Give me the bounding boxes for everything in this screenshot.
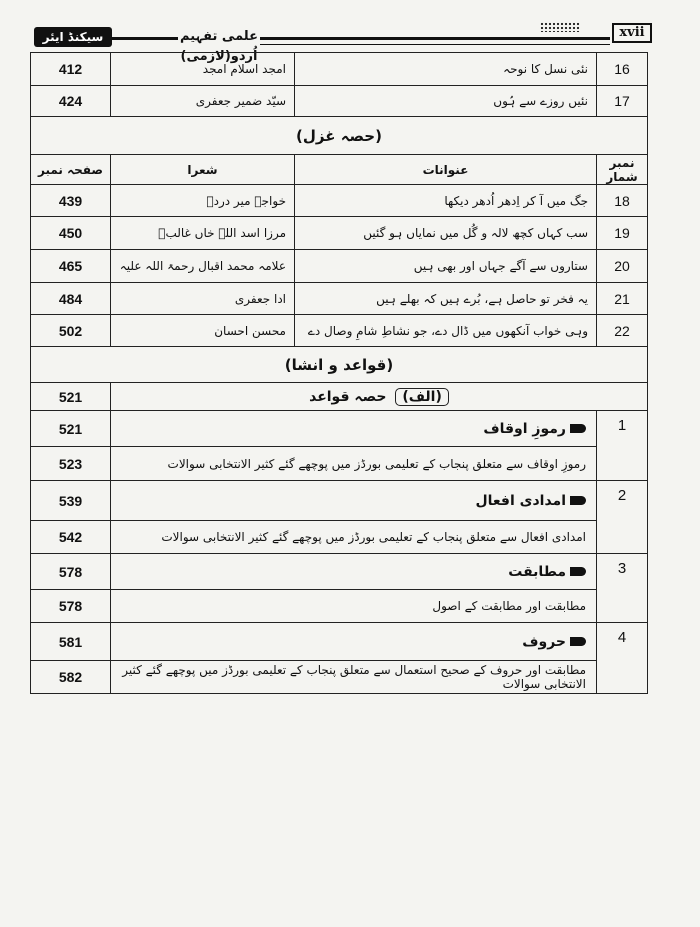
- poet-cell: سیّد ضمیر جعفری: [111, 86, 295, 117]
- number-cell: 1: [597, 411, 648, 481]
- poet-cell: محسن احسان: [111, 315, 295, 347]
- subheading-text: حصہ قواعد: [309, 388, 387, 405]
- page-cell: 578: [31, 554, 111, 590]
- table-row: [31, 447, 648, 481]
- page-cell: 465: [31, 250, 111, 283]
- table-row: [31, 53, 648, 86]
- number-cell: 18: [597, 185, 648, 217]
- header-rule-thin: [260, 44, 610, 45]
- page-cell: 439: [31, 185, 111, 217]
- qawaid-subheading: [111, 383, 648, 411]
- number-cell: 4: [597, 623, 648, 694]
- table-row: [31, 590, 648, 623]
- book-title: علمی تفہیم اُردو(لازمی): [180, 29, 258, 64]
- subtopic-cell: مطابقت اور مطابقت کے اصول: [111, 590, 597, 623]
- page-header: [0, 0, 700, 64]
- col-header-page: صفحہ نمبر: [31, 155, 111, 185]
- page-cell: 424: [31, 86, 111, 117]
- page-cell: 542: [31, 521, 111, 554]
- number-cell: 20: [597, 250, 648, 283]
- title-cell: ستاروں سے آگے جہاں اور بھی ہیں: [295, 250, 597, 283]
- table-row: [31, 481, 648, 521]
- table-row: [31, 283, 648, 315]
- title-cell: وہی خواب آنکھوں میں ڈال دے، جو نشاطِ شامِ وصال دے: [295, 315, 597, 347]
- topic-text: رموزِ اوقاف: [483, 420, 566, 437]
- number-cell: 21: [597, 283, 648, 315]
- number-cell: 16: [597, 53, 648, 86]
- number-cell: 22: [597, 315, 648, 347]
- poet-cell: علامہ محمد اقبال رحمۃ اللہ علیہ: [111, 250, 295, 283]
- page-cell: 581: [31, 623, 111, 661]
- column-header-row: [31, 155, 648, 185]
- grammar-heading: (قواعد و انشا): [31, 347, 648, 383]
- topic-text: امدادی افعال: [475, 492, 566, 509]
- number-cell: 17: [597, 86, 648, 117]
- table-row: [31, 185, 648, 217]
- table-row: [31, 661, 648, 694]
- contents-table: [30, 52, 648, 694]
- title-cell: جگ میں آ کر اِدھر اُدھر دیکھا: [295, 185, 597, 217]
- topic-text: مطابقت: [508, 563, 566, 580]
- subheading-prefix: (الف): [395, 388, 449, 406]
- bullet-marker-icon: [570, 496, 586, 505]
- bullet-marker-icon: [570, 637, 586, 646]
- topic-cell: [111, 623, 597, 661]
- subtopic-cell: مطابقت اور حروف کے صحیح استعمال سے متعلق پنجاب کے تعلیمی بورڈز میں پوچھے گئے کثیر الانتخابی سوالات: [111, 661, 597, 694]
- topic-cell: [111, 481, 597, 521]
- col-header-title: عنوانات: [295, 155, 597, 185]
- number-cell: 2: [597, 481, 648, 554]
- col-header-poet: شعرا: [111, 155, 295, 185]
- title-cell: نئی نسل کا نوحہ: [295, 53, 597, 86]
- title-cell: یہ فخر تو حاصل ہے، بُرے ہیں کہ بھلے ہیں: [295, 283, 597, 315]
- subtopic-cell: رموزِ اوقاف سے متعلق پنجاب کے تعلیمی بورڈز میں پوچھے گئے کثیر الانتخابی سوالات: [111, 447, 597, 481]
- table-row: [31, 250, 648, 283]
- table-row: [31, 315, 648, 347]
- poet-cell: ادا جعفری: [111, 283, 295, 315]
- page-number: xvii: [612, 23, 652, 43]
- table-row: [31, 411, 648, 447]
- poet-cell: مرزا اسد اللہ خاں غالبؔ: [111, 217, 295, 250]
- subtopic-cell: امدادی افعال سے متعلق پنجاب کے تعلیمی بورڈز میں پوچھے گئے کثیر الانتخابی سوالات: [111, 521, 597, 554]
- series-label: سیکنڈ ایئر: [34, 27, 112, 47]
- page-cell: 502: [31, 315, 111, 347]
- section-heading-row: [31, 347, 648, 383]
- number-cell: 19: [597, 217, 648, 250]
- page-cell: 412: [31, 53, 111, 86]
- header-rule: [112, 37, 178, 40]
- title-cell: سب کہاں کچھ لالہ و گُل میں نمایاں ہو گئیں: [295, 217, 597, 250]
- bullet-marker-icon: [570, 567, 586, 576]
- table-row: [31, 521, 648, 554]
- number-cell: 3: [597, 554, 648, 623]
- topic-cell: [111, 411, 597, 447]
- page-cell: 523: [31, 447, 111, 481]
- table-row: [31, 217, 648, 250]
- page-cell: 582: [31, 661, 111, 694]
- table-row: [31, 623, 648, 661]
- poet-cell: امجد اسلام امجد: [111, 53, 295, 86]
- header-rule-long: [260, 37, 610, 40]
- ghazal-heading: (حصہ غزل): [31, 117, 648, 155]
- page-cell: 484: [31, 283, 111, 315]
- table-row: [31, 86, 648, 117]
- poet-cell: خواجہ میر دردؔ: [111, 185, 295, 217]
- title-cell: نئیں روزے سے ہُوں: [295, 86, 597, 117]
- page-cell: 578: [31, 590, 111, 623]
- page-cell: 521: [31, 383, 111, 411]
- page-cell: 521: [31, 411, 111, 447]
- page-cell: 539: [31, 481, 111, 521]
- topic-cell: [111, 554, 597, 590]
- topic-text: حروف: [522, 633, 566, 650]
- header-dot-pattern: [540, 22, 580, 32]
- bullet-marker-icon: [570, 424, 586, 433]
- section-heading-row: [31, 117, 648, 155]
- page-cell: 450: [31, 217, 111, 250]
- col-header-number: نمبر شمار: [597, 155, 648, 185]
- table-row: [31, 554, 648, 590]
- subheading-row: [31, 383, 648, 411]
